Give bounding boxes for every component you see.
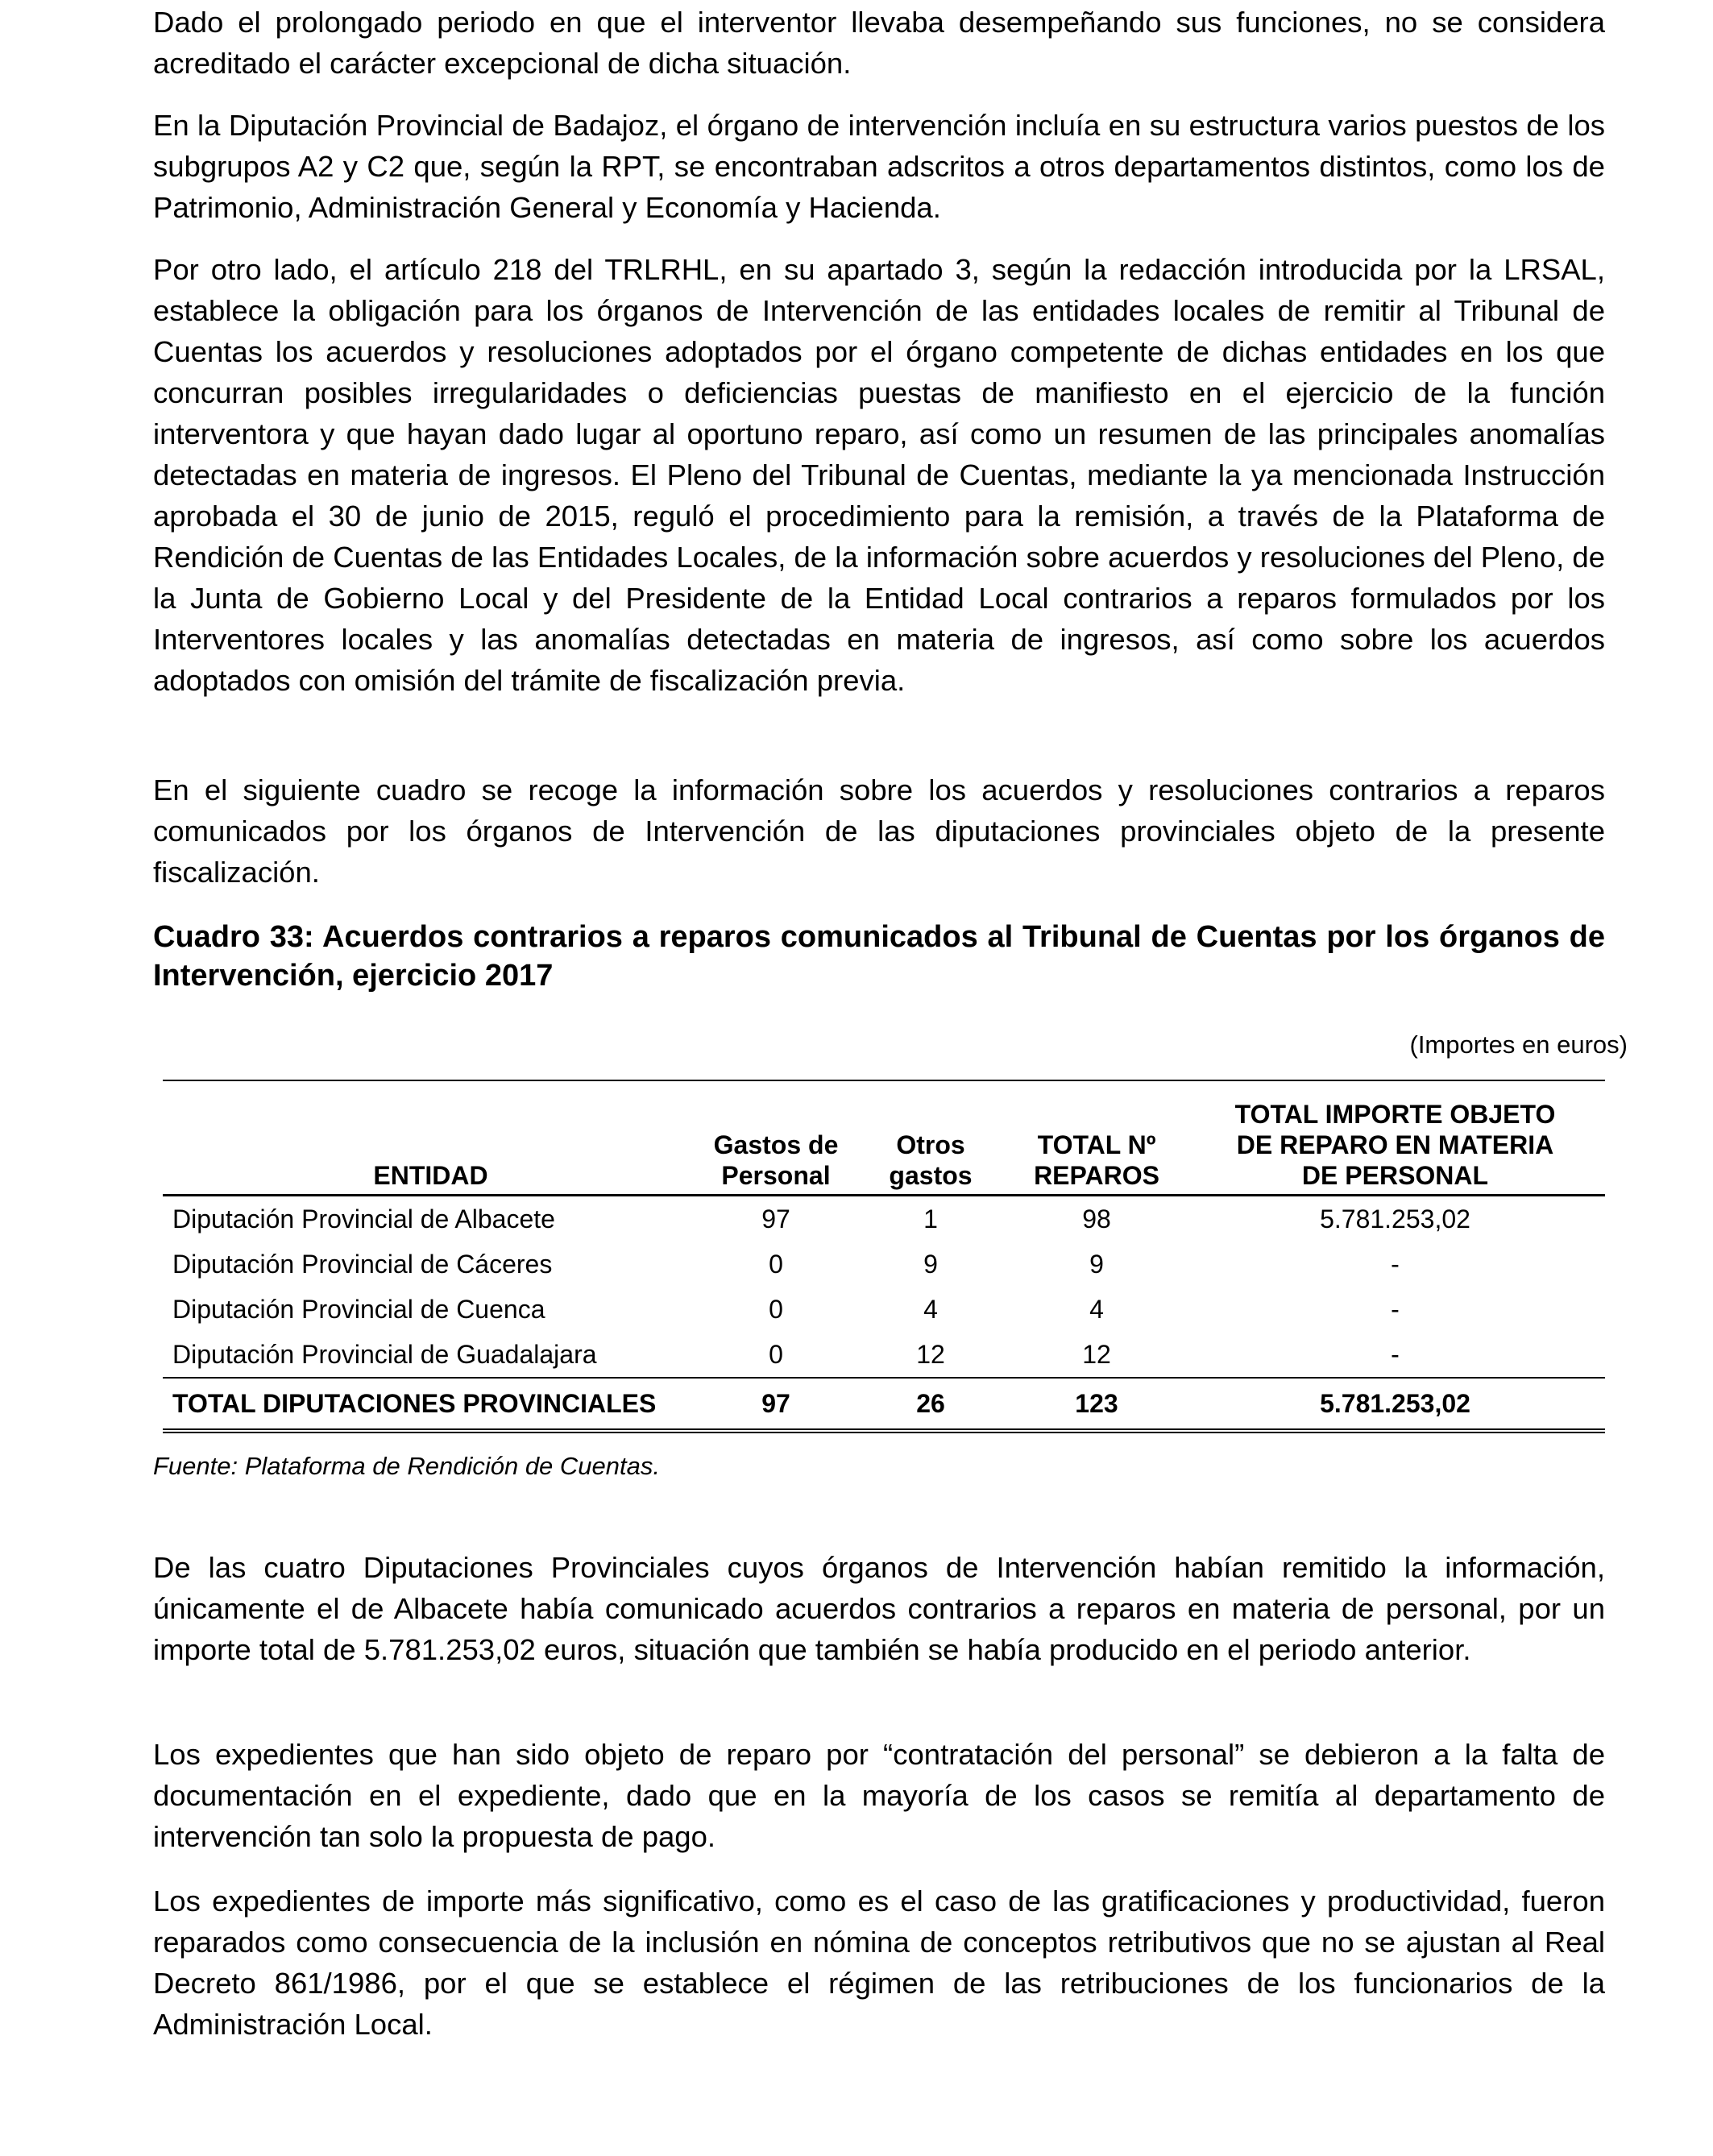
cell-total-total-importe: 5.781.253,02 (1185, 1378, 1605, 1431)
cell-total-importe: - (1391, 1294, 1400, 1324)
cell-total-reparos: 12 (1008, 1332, 1185, 1378)
table-units-note: (Importes en euros) (1409, 1030, 1628, 1059)
cell-otros-gastos: 12 (853, 1332, 1008, 1378)
paragraph-cuadro-intro: En el siguiente cuadro se recoge la información sobre los acuerdos y resoluciones contrarios a reparos comunicados por los órganos de Intervención de las diputaciones provinciales objeto de la presente fiscalización. (153, 773, 1605, 889)
cell-otros-gastos: 9 (923, 1249, 938, 1279)
table-total-row (163, 1378, 1605, 1431)
cell-total-total-reparos: 123 (1008, 1378, 1185, 1431)
cell-total-entidad: TOTAL DIPUTACIONES PROVINCIALES (163, 1378, 699, 1431)
cell-gastos-personal: 0 (769, 1294, 783, 1324)
cell-entidad: Diputación Provincial de Cáceres (172, 1249, 553, 1279)
table-row (163, 1332, 1605, 1378)
table-row (163, 1242, 1605, 1287)
reparos-table-wrapper (163, 1080, 1605, 1433)
table-source-note: Fuente: Plataforma de Rendición de Cuentas. (153, 1452, 660, 1480)
cell-total-otros-gastos: 26 (853, 1378, 1008, 1431)
header-otros-gastos: Otros gastos (889, 1130, 973, 1190)
cell-otros-gastos: 4 (923, 1294, 938, 1324)
cell-gastos-personal: 0 (699, 1332, 853, 1378)
cell-total-importe: - (1391, 1249, 1400, 1279)
cell-otros-gastos: 1 (923, 1204, 938, 1233)
header-total-importe: TOTAL IMPORTE OBJETO DE REPARO EN MATERIA DE PERSONAL (1234, 1100, 1556, 1190)
cell-total-reparos: 9 (1089, 1249, 1104, 1279)
table-caption: Cuadro 33: Acuerdos contrarios a reparos comunicados al Tribunal de Cuentas por los órganos de Intervención, ejercicio 2017 (153, 920, 1605, 993)
cell-total-importe: 5.781.253,02 (1320, 1204, 1470, 1233)
paragraph-contratacion: Los expedientes que han sido objeto de reparo por “contratación del personal” se debieron a la falta de documentación en el expediente, dado que en la mayoría de los casos se remitía al departamento de intervención tan solo la propuesta de pago. (153, 1738, 1605, 1853)
paragraph-albacete: De las cuatro Diputaciones Provinciales cuyos órganos de Intervención habían remitido la información, únicamente el de Albacete había comunicado acuerdos contrarios a reparos en materia de personal, por un importe total de 5.781.253,02 euros, situación que también se había producido en el periodo anterior. (153, 1551, 1605, 1666)
paragraph-articulo-218: Por otro lado, el artículo 218 del TRLRHL, en su apartado 3, según la redacción introducida por la LRSAL, establece la obligación para los órganos de Intervención de las entidades locales de remitir al Tribunal de Cuentas los acuerdos y resoluciones adoptados por el órgano competente de dichas entidades en los que concurran posibles irregularidades o deficiencias puestas de manifiesto en el ejercicio de la función interventora y que hayan dado lugar al oportuno reparo, así como un resumen de las principales anomalías detectadas en materia de ingresos. El Pleno del Tribunal de Cuentas, mediante la ya mencionada Instrucción aprobada el 30 de junio de 2015, reguló el procedimiento para la remisión, a través de la Plataforma de Rendición de Cuentas de las Entidades Locales, de la información sobre acuerdos y resoluciones del Pleno, de la Junta de Gobierno Local y del Presidente de la Entidad Local contrarios a reparos formulados por los Interventores locales y las anomalías detectadas en materia de ingresos, así como sobre los acuerdos adoptados con omisión del trámite de fiscalización previa. (153, 253, 1605, 697)
header-entidad: ENTIDAD (373, 1161, 488, 1190)
cell-entidad: Diputación Provincial de Guadalajara (163, 1332, 699, 1378)
paragraph-badajoz: En la Diputación Provincial de Badajoz, el órgano de intervención incluía en su estructura varios puestos de los subgrupos A2 y C2 que, según la RPT, se encontraban adscritos a otros departamentos distintos, como los de Patrimonio, Administración General y Economía y Hacienda. (153, 109, 1605, 224)
header-gastos-personal: Gastos de Personal (713, 1130, 839, 1190)
cell-total-importe: - (1185, 1332, 1605, 1378)
cell-entidad: Diputación Provincial de Cuenca (172, 1294, 545, 1324)
reparos-table (163, 1080, 1605, 1433)
paragraph-interventor: Dado el prolongado periodo en que el interventor llevaba desempeñando sus funciones, no se considera acreditado el carácter excepcional de dicha situación. (153, 6, 1605, 80)
cell-gastos-personal: 97 (761, 1204, 790, 1233)
cell-gastos-personal: 0 (769, 1249, 783, 1279)
cell-total-reparos: 98 (1082, 1204, 1111, 1233)
table-header-row (163, 1080, 1605, 1196)
table-row (163, 1196, 1605, 1242)
cell-total-reparos: 4 (1089, 1294, 1104, 1324)
header-total-reparos: TOTAL Nº REPAROS (1034, 1130, 1159, 1190)
cell-total-gastos-personal: 97 (699, 1378, 853, 1431)
paragraph-gratificaciones: Los expedientes de importe más significativo, como es el caso de las gratificaciones y productividad, fueron reparados como consecuencia de la inclusión en nómina de conceptos retributivos que no se ajustan al Real Decreto 861/1986, por el que se establece el régimen de las retribuciones de los funcionarios de la Administración Local. (153, 1884, 1605, 2041)
table-row (163, 1287, 1605, 1332)
cell-entidad: Diputación Provincial de Albacete (172, 1204, 555, 1233)
